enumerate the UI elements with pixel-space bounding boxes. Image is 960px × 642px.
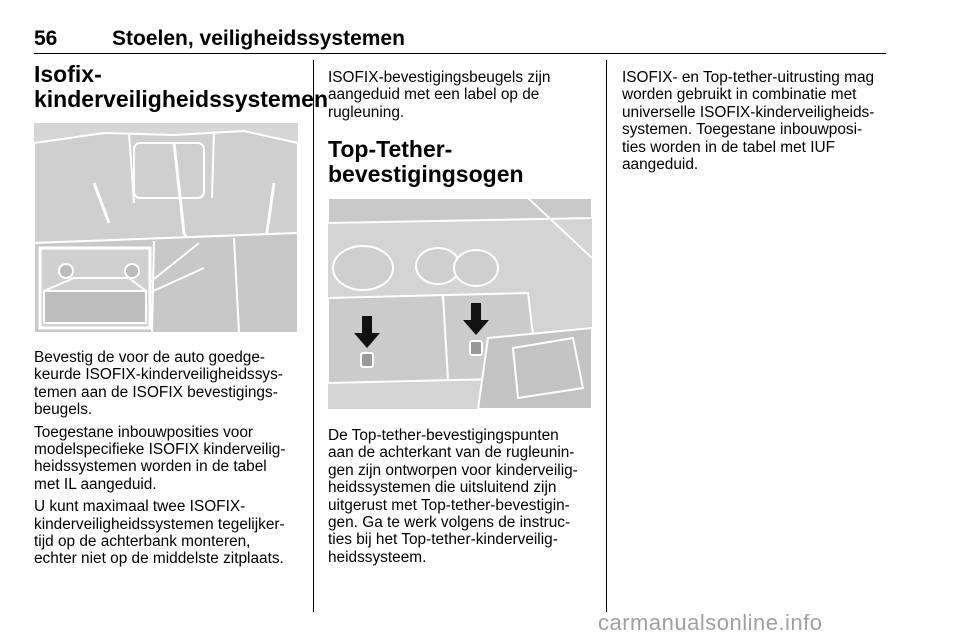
column-2-text [328, 427, 600, 571]
cargo-area-top-tether-illustration [328, 198, 592, 409]
rear-seat-isofix-illustration [34, 123, 298, 333]
paragraph: U kunt maximaal twee ISOFIX- kinderveiligheidssystemen tegelijker- tijd op de achterbank monteren, echter niet op de middelste zitplaats. [34, 498, 285, 568]
paragraph: ISOFIX- en Top-tether-uitrusting mag worden gebruikt in combinatie met universelle ISOFIX-kinderveiligheids- systemen. Toegestane inbouwposi- ties worden in de tabel met IUF aangeduid. [622, 69, 875, 174]
column-1-text [34, 349, 309, 573]
column-3 [622, 69, 894, 178]
column-divider-1 [313, 60, 314, 612]
page-title: Stoelen, veiligheidssystemen [112, 27, 405, 50]
header-rule [34, 53, 886, 54]
paragraph: Toegestane inbouwposities voor modelspecifieke ISOFIX kinderveilig- heidssystemen worden in de tabel met IL aangeduid. [34, 423, 286, 493]
section-heading-isofix: Isofix- kinderveiligheidssystemen [34, 61, 329, 112]
page-number: 56 [34, 27, 58, 50]
column-1 [34, 61, 329, 112]
column-divider-2 [606, 60, 607, 612]
paragraph: ISOFIX-bevestigingsbeugels zijn aangeduid met een label op de rugleuning. [328, 69, 551, 121]
page-header [34, 27, 886, 53]
paragraph: De Top-tether-bevestigingspunten aan de achterkant van de rugleunin- gen zijn ontworpen voor kinderveilig- heidssystemen die uitsluitend zijn uitgerust met Top-tether-bevestigin- gen. Ga te werk volgens de instruc- ties bij het Top-tether-kinderveilig- heidssysteem. [328, 427, 578, 566]
section-heading-top-tether: Top-Tether- bevestigingsogen [328, 136, 524, 188]
column-2 [328, 69, 600, 187]
paragraph: Bevestig de voor de auto goedge- keurde ISOFIX-kinderveiligheidssys- temen aan de ISOFIX bevestigings- beugels. [34, 349, 283, 419]
watermark: carmanualsonline.info [598, 610, 823, 635]
